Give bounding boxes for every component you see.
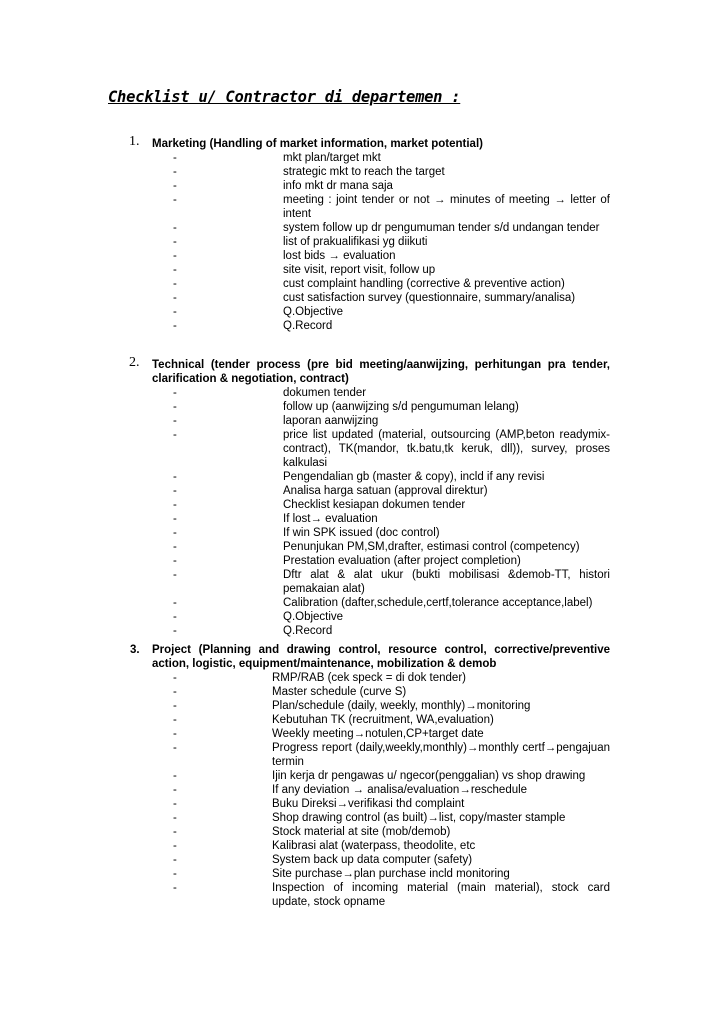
- section-item-list: [152, 671, 610, 909]
- bullet-dash: -: [173, 854, 177, 866]
- list-item: [173, 386, 610, 400]
- bullet-dash: -: [173, 728, 177, 740]
- list-item-text: Progress report (daily,weekly,monthly)→monthly certf→pengajuan termin: [272, 742, 610, 768]
- list-item: [173, 249, 610, 263]
- bullet-dash: -: [173, 401, 177, 413]
- list-item-text: Penunjukan PM,SM,drafter, estimasi control (competency): [283, 541, 580, 553]
- list-item: [173, 498, 610, 512]
- list-item-text: Plan/schedule (daily, weekly, monthly)→monitoring: [272, 700, 531, 712]
- list-item: [173, 291, 610, 305]
- list-item-text: Weekly meeting→notulen,CP+target date: [272, 728, 484, 740]
- section-number: 2.: [129, 355, 140, 370]
- document-title: Checklist u/ Contractor di departemen :: [108, 88, 461, 106]
- list-item: [173, 881, 610, 909]
- section-number: 3.: [130, 644, 140, 656]
- list-item-text: Inspection of incoming material (main material), stock card update, stock opname: [272, 882, 610, 908]
- list-item: [173, 741, 610, 769]
- list-item-text: lost bids → evaluation: [283, 250, 396, 262]
- list-item-text: Stock material at site (mob/demob): [272, 826, 451, 838]
- list-item-text: Kebutuhan TK (recruitment, WA,evaluation): [272, 714, 494, 726]
- list-item: [173, 235, 610, 249]
- bullet-dash: -: [173, 471, 177, 483]
- bullet-dash: -: [173, 672, 177, 684]
- list-item: [173, 165, 610, 179]
- list-item: [173, 414, 610, 428]
- section-heading: [129, 355, 610, 386]
- list-item-text: Q.Objective: [283, 611, 344, 623]
- list-item: [173, 305, 610, 319]
- bullet-dash: -: [173, 429, 177, 441]
- list-item-text: laporan aanwijzing: [283, 415, 379, 427]
- bullet-dash: -: [173, 194, 177, 206]
- list-item-text: Shop drawing control (as built)→list, copy/master stample: [272, 812, 566, 824]
- list-item: [173, 540, 610, 554]
- section-heading: [130, 643, 610, 671]
- list-item-text: Site purchase→plan purchase incld monitoring: [272, 868, 510, 880]
- list-item: [173, 825, 610, 839]
- list-item: [173, 811, 610, 825]
- bullet-dash: -: [173, 152, 177, 164]
- list-item: [173, 596, 610, 610]
- list-item-text: system follow up dr pengumuman tender s/d undangan tender: [283, 222, 600, 234]
- bullet-dash: -: [173, 826, 177, 838]
- list-item-text: Analisa harga satuan (approval direktur): [283, 485, 488, 497]
- bullet-dash: -: [173, 264, 177, 276]
- list-item-text: price list updated (material, outsourcing (AMP,beton readymix-contract), TK(mandor, tk.batu,tk keruk, dll)), survey, proses kalkulasi: [283, 429, 610, 469]
- list-item-text: Q.Record: [283, 625, 333, 637]
- bullet-dash: -: [173, 278, 177, 290]
- list-item-text: Calibration (dafter,schedule,certf,tolerance acceptance,label): [283, 597, 593, 609]
- list-item: [173, 797, 610, 811]
- section-heading-text: Technical (tender process (pre bid meeting/aanwijzing, perhitungan pra tender, clarification & negotiation, contract): [152, 359, 610, 385]
- list-item-text: strategic mkt to reach the target: [283, 166, 445, 178]
- list-item: [173, 853, 610, 867]
- bullet-dash: -: [173, 306, 177, 318]
- list-item-text: Pengendalian gb (master & copy), incld if any revisi: [283, 471, 545, 483]
- list-item: [173, 319, 610, 333]
- bullet-dash: -: [173, 485, 177, 497]
- bullet-dash: -: [173, 812, 177, 824]
- bullet-dash: -: [173, 882, 177, 894]
- bullet-dash: -: [173, 541, 177, 553]
- list-item-text: follow up (aanwijzing s/d pengumuman lelang): [283, 401, 519, 413]
- list-item: [173, 193, 610, 221]
- section-heading-text: Project (Planning and drawing control, resource control, corrective/preventive action, logistic, equipment/maintenance, mobilization & demob: [152, 644, 610, 670]
- list-item-text: cust complaint handling (corrective & preventive action): [283, 278, 565, 290]
- list-item: [173, 526, 610, 540]
- list-item-text: Buku Direksi→verifikasi thd complaint: [272, 798, 465, 810]
- section-project: [130, 643, 610, 909]
- list-item: [173, 685, 610, 699]
- section-heading: [129, 134, 610, 151]
- list-item: [173, 428, 610, 470]
- list-item-text: cust satisfaction survey (questionnaire, summary/analisa): [283, 292, 576, 304]
- list-item-text: Kalibrasi alat (waterpass, theodolite, etc: [272, 840, 476, 852]
- list-item: [173, 699, 610, 713]
- section-item-list: [152, 151, 610, 333]
- list-item: [173, 277, 610, 291]
- bullet-dash: -: [173, 320, 177, 332]
- list-item: [173, 400, 610, 414]
- list-item: [173, 867, 610, 881]
- list-item: [173, 624, 610, 638]
- bullet-dash: -: [173, 236, 177, 248]
- list-item-text: meeting : joint tender or not → minutes of meeting → letter of intent: [283, 194, 610, 220]
- bullet-dash: -: [173, 784, 177, 796]
- list-item: [173, 470, 610, 484]
- list-item-text: list of prakualifikasi yg diikuti: [283, 236, 428, 248]
- bullet-dash: -: [173, 625, 177, 637]
- bullet-dash: -: [173, 597, 177, 609]
- list-item: [173, 484, 610, 498]
- list-item-text: info mkt dr mana saja: [283, 180, 393, 192]
- bullet-dash: -: [173, 415, 177, 427]
- bullet-dash: -: [173, 611, 177, 623]
- list-item: [173, 512, 610, 526]
- section-item-list: [152, 386, 610, 638]
- list-item-text: Checklist kesiapan dokumen tender: [283, 499, 466, 511]
- list-item-text: mkt plan/target mkt: [283, 152, 381, 164]
- list-item-text: If any deviation → analisa/evaluation→reschedule: [272, 784, 528, 796]
- list-item-text: Dftr alat & alat ukur (bukti mobilisasi &demob-TT, histori pemakaian alat): [283, 569, 610, 595]
- bullet-dash: -: [173, 180, 177, 192]
- list-item-text: System back up data computer (safety): [272, 854, 473, 866]
- bullet-dash: -: [173, 569, 177, 581]
- bullet-dash: -: [173, 387, 177, 399]
- bullet-dash: -: [173, 742, 177, 754]
- list-item: [173, 839, 610, 853]
- list-item-text: Ijin kerja dr pengawas u/ ngecor(penggalian) vs shop drawing: [272, 770, 586, 782]
- list-item-text: If lost→ evaluation: [283, 513, 378, 525]
- list-item-text: site visit, report visit, follow up: [283, 264, 436, 276]
- list-item-text: RMP/RAB (cek speck = di dok tender): [272, 672, 466, 684]
- bullet-dash: -: [173, 770, 177, 782]
- list-item: [173, 221, 610, 235]
- bullet-dash: -: [173, 555, 177, 567]
- list-item: [173, 568, 610, 596]
- bullet-dash: -: [173, 166, 177, 178]
- section-marketing: [129, 134, 610, 333]
- bullet-dash: -: [173, 292, 177, 304]
- bullet-dash: -: [173, 840, 177, 852]
- list-item: [173, 713, 610, 727]
- list-item-text: dokumen tender: [283, 387, 367, 399]
- list-item-text: Prestation evaluation (after project completion): [283, 555, 521, 567]
- list-item: [173, 151, 610, 165]
- bullet-dash: -: [173, 798, 177, 810]
- list-item: [173, 671, 610, 685]
- bullet-dash: -: [173, 513, 177, 525]
- list-item: [173, 179, 610, 193]
- bullet-dash: -: [173, 700, 177, 712]
- list-item: [173, 610, 610, 624]
- section-heading-text: Marketing (Handling of market information, market potential): [152, 138, 483, 150]
- bullet-dash: -: [173, 222, 177, 234]
- bullet-dash: -: [173, 527, 177, 539]
- bullet-dash: -: [173, 686, 177, 698]
- list-item: [173, 727, 610, 741]
- list-item-text: Q.Objective: [283, 306, 344, 318]
- section-number: 1.: [129, 134, 140, 149]
- bullet-dash: -: [173, 868, 177, 880]
- bullet-dash: -: [173, 714, 177, 726]
- list-item-text: If win SPK issued (doc control): [283, 527, 440, 539]
- list-item: [173, 263, 610, 277]
- section-technical: [129, 355, 610, 638]
- list-item: [173, 769, 610, 783]
- list-item-text: Q.Record: [283, 320, 333, 332]
- list-item: [173, 783, 610, 797]
- list-item-text: Master schedule (curve S): [272, 686, 407, 698]
- list-item: [173, 554, 610, 568]
- bullet-dash: -: [173, 499, 177, 511]
- bullet-dash: -: [173, 250, 177, 262]
